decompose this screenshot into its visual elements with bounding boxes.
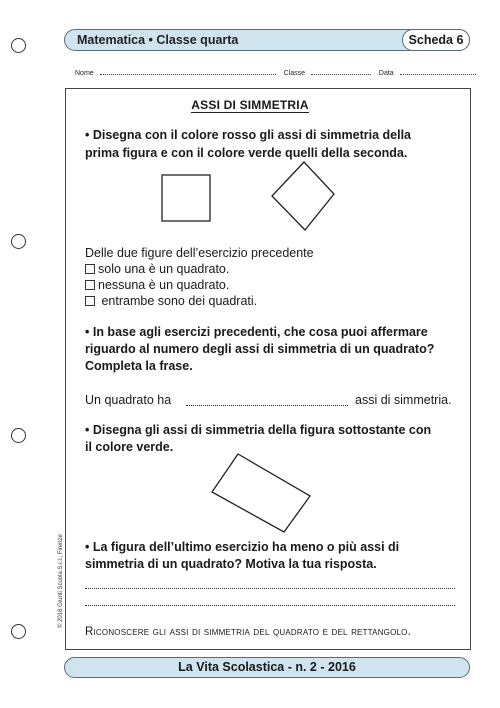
sentence-end: assi di simmetria. — [355, 393, 452, 407]
date-label: Data — [378, 70, 394, 77]
exercise2-line3: Completa la frase. — [85, 359, 193, 373]
square-figure — [162, 175, 210, 221]
exercise1-line2: prima figura e con il colore verde quelli della seconda. — [85, 146, 408, 160]
answer-line[interactable] — [85, 588, 455, 589]
sentence-start: Un quadrato ha — [85, 393, 172, 407]
checkbox[interactable] — [85, 296, 95, 306]
exercise3-figure — [200, 446, 320, 536]
binder-hole — [11, 234, 26, 249]
answer-line[interactable] — [85, 605, 455, 606]
learning-objective: Riconoscere gli assi di simmetria del quadrato e del rettangolo. — [85, 626, 411, 638]
class-field[interactable] — [311, 69, 371, 75]
exercise2-line1: • In base agli esercizi precedenti, che cosa puoi affermare — [85, 325, 428, 339]
exercise3-line2: il colore verde. — [85, 440, 174, 454]
name-field[interactable] — [100, 69, 276, 75]
footer-bar: La Vita Scolastica - n. 2 - 2016 — [64, 657, 470, 678]
question-intro: Delle due figure dell’esercizio precedente — [85, 246, 314, 260]
option-3[interactable]: entrambe sono dei quadrati. — [85, 293, 257, 310]
answer-line[interactable] — [186, 405, 348, 406]
option-2[interactable]: nessuna è un quadrato. — [85, 277, 229, 294]
exercise1-line1: • Disegna con il colore rosso gli assi di simmetria della — [85, 128, 412, 142]
binder-hole — [11, 38, 26, 53]
exercise4-line1: • La figura dell’ultimo esercizio ha meno o più assi di — [85, 540, 400, 554]
sheet-label: Scheda 6 — [402, 29, 470, 51]
binder-hole — [11, 428, 26, 443]
checkbox[interactable] — [85, 264, 95, 274]
worksheet-title: ASSI DI SIMMETRIA — [191, 98, 309, 112]
checkbox[interactable] — [85, 280, 95, 290]
header-bar — [64, 29, 470, 51]
exercise4-line2: simmetria di un quadrato? Motiva la tua risposta. — [85, 557, 377, 571]
rotated-square-figure — [272, 162, 334, 230]
exercise1-figures — [150, 158, 390, 238]
exercise2-line2: riguardo al numero degli assi di simmetria di un quadrato? — [85, 342, 435, 356]
rotated-rectangle-figure — [212, 454, 310, 532]
option-1[interactable]: solo una è un quadrato. — [85, 261, 229, 278]
subject-label: Matematica • Classe quarta — [77, 33, 239, 47]
student-fields — [75, 69, 476, 77]
copyright-notice: © 2016 Giunti Scuola S.r.l., Firenze — [58, 534, 64, 628]
exercise3-line1: • Disegna gli assi di simmetria della figura sottostante con — [85, 423, 432, 437]
class-label: Classe — [283, 70, 305, 77]
binder-hole — [11, 624, 26, 639]
date-field[interactable] — [400, 69, 476, 75]
name-label: Nome — [75, 70, 94, 77]
